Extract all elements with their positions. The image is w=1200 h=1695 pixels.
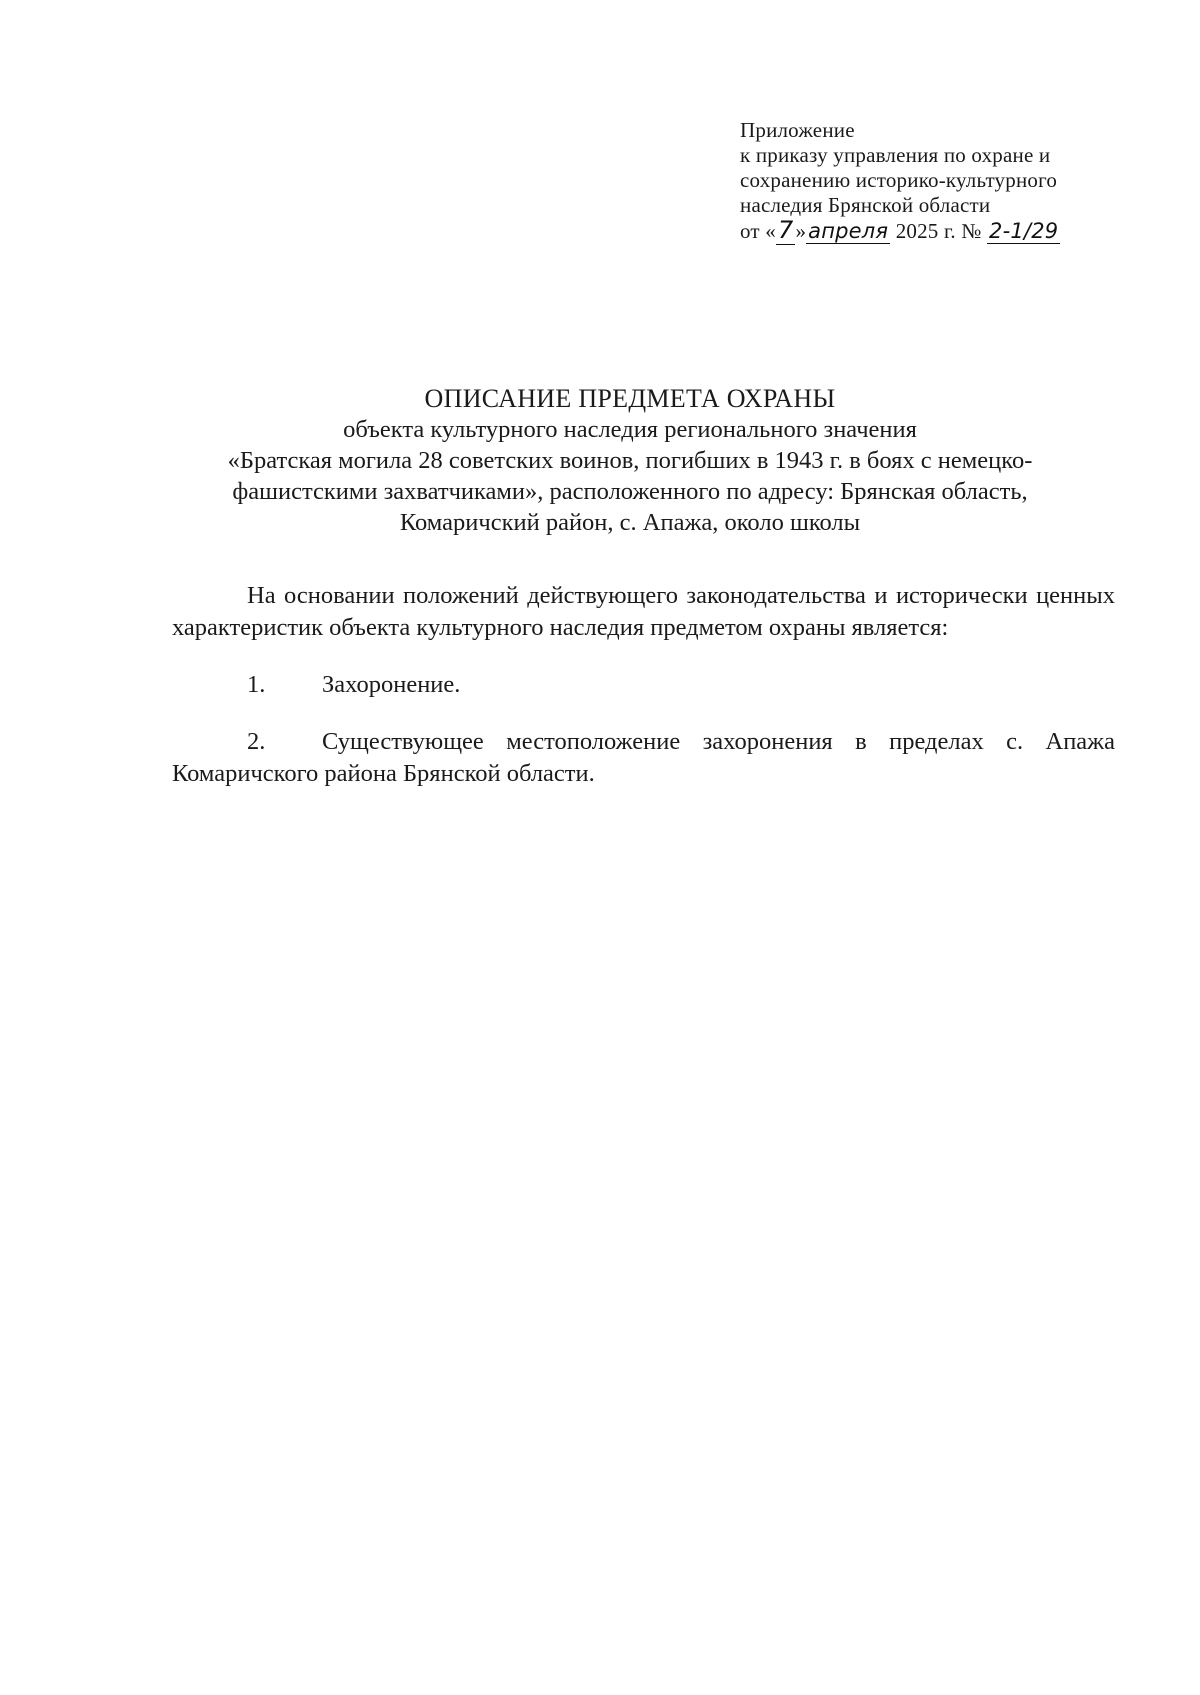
protected-item — [172, 669, 1115, 701]
handwritten-day: 7 — [777, 216, 794, 244]
protected-item — [172, 726, 1115, 790]
appendix-line: сохранению историко-культурного — [740, 168, 1058, 192]
title-subline: «Братская могила 28 советских воинов, погибших в 1943 г. в боях с немецко- — [227, 447, 1033, 474]
appendix-header — [740, 118, 1140, 244]
appendix-line: к приказу управления по охране и — [740, 143, 1051, 167]
handwritten-month: апреля — [808, 219, 889, 243]
intro-paragraph: На основании положений действующего законодательства и исторически ценных характеристик объекта культурного наследия предметом охраны является: — [172, 582, 1115, 641]
handwritten-order-number: 2-1/29 — [989, 219, 1059, 243]
item-text: Существующее местоположение захоронения в пределах с. Апажа Комаричского района Брянской области. — [172, 728, 1115, 787]
item-number: 1. — [247, 671, 266, 698]
title-subline: Комаричский район, с. Апажа, около школы — [399, 509, 861, 536]
title-subline: объекта культурного наследия регионального значения — [343, 416, 917, 443]
date-year: 2025 г. — [895, 219, 956, 243]
document-title: ОПИСАНИЕ ПРЕДМЕТА ОХРАНЫ — [424, 384, 836, 413]
title-subline: фашистскими захватчиками», расположенного по адресу: Брянская область, — [232, 478, 1028, 505]
document-body — [172, 580, 1115, 815]
order-date-line — [740, 218, 1140, 244]
item-number: 2. — [247, 728, 266, 755]
document-title-block — [140, 383, 1120, 538]
number-label: № — [961, 219, 982, 243]
appendix-title: Приложение — [740, 118, 855, 142]
item-text: Захоронение. — [322, 671, 461, 698]
appendix-line: наследия Брянской области — [740, 193, 991, 217]
date-prefix: от « — [740, 219, 776, 243]
date-mid: » — [795, 219, 807, 243]
